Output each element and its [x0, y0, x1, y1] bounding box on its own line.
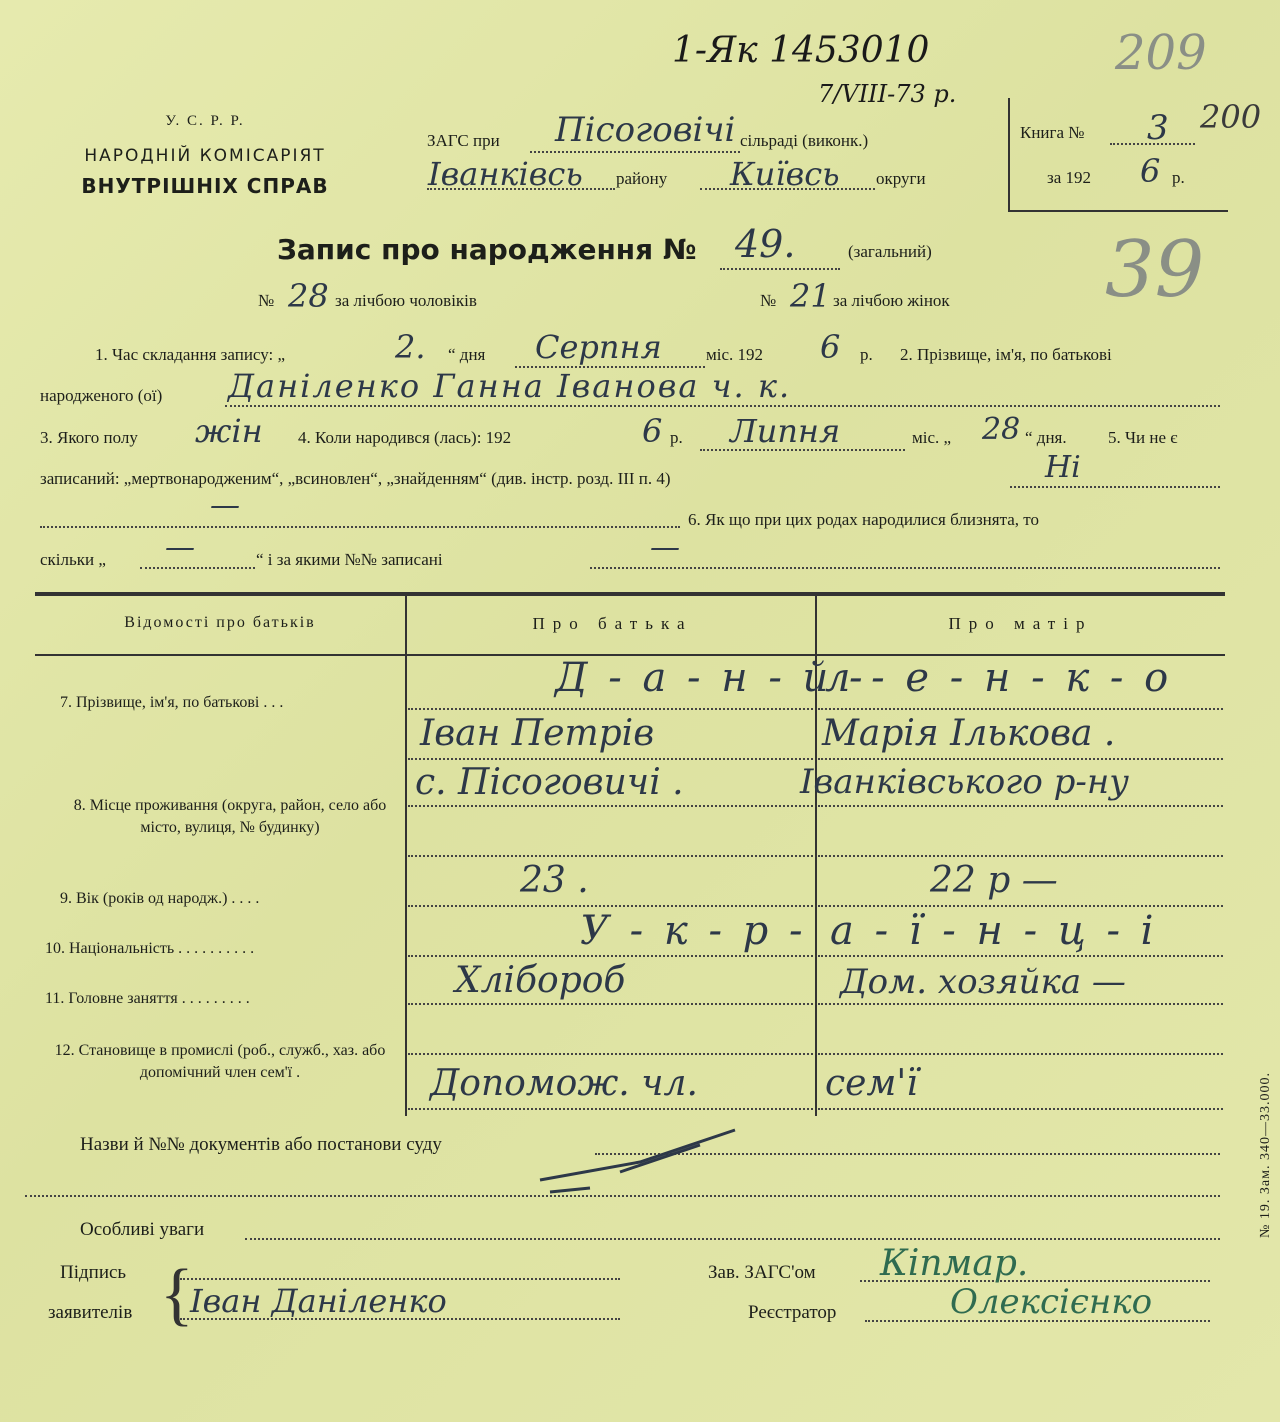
archive-date: 7/VIII-73 р. [818, 80, 957, 108]
father-line-4 [408, 855, 813, 857]
zags-raion-handwritten: Іванківсь [428, 155, 583, 193]
women-count-handwritten: 21 [790, 277, 831, 315]
sign-line-1 [180, 1278, 620, 1280]
field-4-month-line [700, 449, 905, 451]
page-title: Запис про народження № [277, 233, 697, 266]
field-2-value: Даніленко Ганна Іванова ч. к. [228, 367, 792, 405]
registrar-label: Реєстратор [748, 1302, 837, 1323]
book-year-label: за 192 [1047, 168, 1092, 187]
zags-raion-line [427, 188, 615, 190]
mother-line-8 [818, 1053, 1223, 1055]
field-2-line [225, 405, 1220, 407]
field-4-day: 28 [982, 412, 1021, 447]
mother-nationality: а - ї - н - ц - і [830, 908, 1158, 954]
father-line-6 [408, 955, 813, 957]
pencil-number-top: 209 [1115, 25, 1207, 81]
field-4-month: Липня [730, 412, 841, 450]
field-5-dash: — [210, 488, 240, 523]
father-line-2 [408, 758, 813, 760]
field-1-day: 2. [395, 328, 426, 366]
zags-okrug-handwritten: Київсь [730, 155, 840, 193]
father-surname: Д - а - н - й - [555, 655, 867, 701]
field-4-label: 4. Коли народився (лась): 192 [298, 428, 512, 447]
zags-okrug-line [700, 188, 875, 190]
sign-label-2: заявителів [48, 1302, 133, 1323]
field-5-value: Ні [1045, 450, 1081, 485]
women-count-label: за лічбою жінок [833, 291, 950, 310]
field-1-year: 6 [820, 328, 841, 366]
mother-status: сем'ї [825, 1063, 918, 1104]
mother-line-3 [818, 805, 1223, 807]
book-year-handwritten: 6 [1140, 152, 1161, 190]
field-4-mis: міс. „ [912, 428, 952, 447]
field-5-label: 5. Чи не є [1108, 428, 1178, 447]
col-header-info: Відомості про батьків [124, 614, 316, 631]
commissariat-line-2: ВНУТРІШНІХ СПРАВ [81, 174, 329, 198]
sign-brace: { [160, 1256, 194, 1333]
book-label: Книга № [1020, 123, 1085, 142]
row-label-7: 7. Прізвище, ім'я, по батькові . . . [60, 694, 284, 711]
raion-label: району [616, 169, 668, 188]
mother-line-4 [818, 855, 1223, 857]
father-age: 23 . [520, 860, 589, 901]
field-6-count: — [165, 530, 195, 565]
row-label-9: 9. Вік (років од народж.) . . . . [60, 890, 260, 907]
row-label-12: 12. Становище в промислі (роб., служб., хаз. або допомічний член сем'ї . [54, 1042, 386, 1081]
field-4-r: р. [670, 428, 683, 447]
table-top-border [35, 592, 1225, 596]
field-4-year: 6 [642, 412, 663, 450]
pencil-number-side: 39 [1105, 225, 1205, 315]
father-line-7 [408, 1003, 813, 1005]
field-6-count-line [140, 567, 255, 569]
mother-name: Марія Ількова . [822, 713, 1116, 754]
father-status: Допомож. чл. [430, 1063, 698, 1104]
table-divider-1 [405, 596, 407, 1116]
field-6-label-2: скільки „ [40, 550, 106, 569]
men-count-handwritten: 28 [288, 277, 329, 315]
field-1-r: р. [860, 345, 873, 364]
commissariat-line-1: НАРОДНІЙ КОМІСАРІЯТ [84, 146, 326, 166]
zags-village-line [530, 151, 740, 153]
field-1-mis: міс. 192 [706, 345, 764, 364]
field-5-line [1010, 486, 1220, 488]
notes-line [245, 1238, 1220, 1240]
men-count-no: № [258, 291, 275, 310]
ussr-header: У. С. Р. Р. [165, 113, 245, 129]
men-count-label: за лічбою чоловіків [335, 291, 477, 310]
field-2-label: 2. Прізвище, ім'я, по батькові [900, 345, 1112, 364]
archive-number: 1-Як 1453010 [672, 30, 930, 71]
father-line-1 [408, 708, 813, 710]
book-box [1008, 98, 1228, 212]
row-label-11: 11. Головне заняття . . . . . . . . . [45, 990, 250, 1007]
field-1-day-suffix: “ дня [448, 345, 486, 364]
mother-surname: л - е - н - к - о [825, 655, 1173, 701]
field-1-month: Серпня [535, 328, 662, 366]
father-name: Іван Петрів [420, 713, 655, 754]
registrar-signature: Олексієнко [950, 1282, 1153, 1322]
docs-label: Назви й №№ документів або постанови суду [80, 1134, 442, 1155]
mother-line-6 [818, 955, 1223, 957]
col-header-mother: Про матір [948, 614, 1093, 633]
notes-label: Особливі уваги [80, 1219, 205, 1240]
father-place: с. Пісоговичі . [415, 762, 684, 803]
mother-line-2 [818, 758, 1223, 760]
zags-head-label: Зав. ЗАГС'ом [708, 1262, 816, 1283]
field-5-label-2: записаний: „мертвонародженим“, „всиновлен“, „знайденням“ (див. інстр. розд. III п. 4) [40, 469, 671, 488]
print-info: № 19. Зам. 340—33.000. [1258, 1072, 1273, 1238]
title-note: (загальний) [848, 242, 932, 261]
zags-head-signature: Кіпмар. [880, 1243, 1029, 1284]
docs-dash-mark [530, 1110, 760, 1200]
sign-label-1: Підпись [60, 1262, 127, 1283]
mother-place: Іванківського р-ну [800, 762, 1130, 802]
father-nationality: У - к - р - [580, 908, 807, 954]
women-count-no: № [760, 291, 777, 310]
col-header-father: Про батька [532, 614, 693, 633]
applicant-signature: Іван Даніленко [190, 1282, 447, 1320]
row-label-10: 10. Національність . . . . . . . . . . [45, 940, 255, 957]
field-3-label: 3. Якого полу [40, 428, 138, 447]
book-number-handwritten: 3 [1147, 108, 1169, 148]
book-extra-number: 200 [1200, 98, 1262, 136]
field-6-label-3: “ і за якими №№ записані [256, 550, 443, 569]
field-5-line-2 [40, 526, 680, 528]
field-4-day-suffix: “ дня. [1025, 428, 1067, 447]
okrug-label: округи [876, 169, 926, 188]
mother-occupation: Дом. хозяйка — [840, 962, 1126, 1002]
field-1-label: 1. Час складання запису: „ [95, 345, 286, 364]
field-6-numbers-line [590, 567, 1220, 569]
father-line-3 [408, 805, 813, 807]
father-line-5 [408, 905, 813, 907]
field-2-label-2: народженого (ої) [40, 386, 163, 405]
title-number-handwritten: 49. [735, 222, 796, 266]
zags-suffix: сільраді (виконк.) [740, 131, 869, 150]
mother-age: 22 р — [930, 860, 1058, 901]
book-year-suffix: р. [1172, 168, 1185, 187]
field-6-numbers: — [650, 530, 680, 565]
mother-line-5 [818, 905, 1223, 907]
row-label-8: 8. Місце проживання (округа, район, село або місто, вулиця, № будинку) [73, 797, 387, 836]
field-6-label: 6. Як що при цих родах народилися близнята, то [688, 510, 1039, 529]
mother-line-1 [818, 708, 1223, 710]
title-number-line [720, 268, 840, 270]
zags-prefix: ЗАГС при [427, 131, 500, 150]
mother-line-7 [818, 1003, 1223, 1005]
mother-line-9 [818, 1108, 1223, 1110]
field-3-value: жін [195, 412, 263, 450]
father-line-8 [408, 1053, 813, 1055]
father-occupation: Хлібороб [455, 960, 626, 1001]
zags-village-handwritten: Пісоговічі [555, 110, 736, 150]
